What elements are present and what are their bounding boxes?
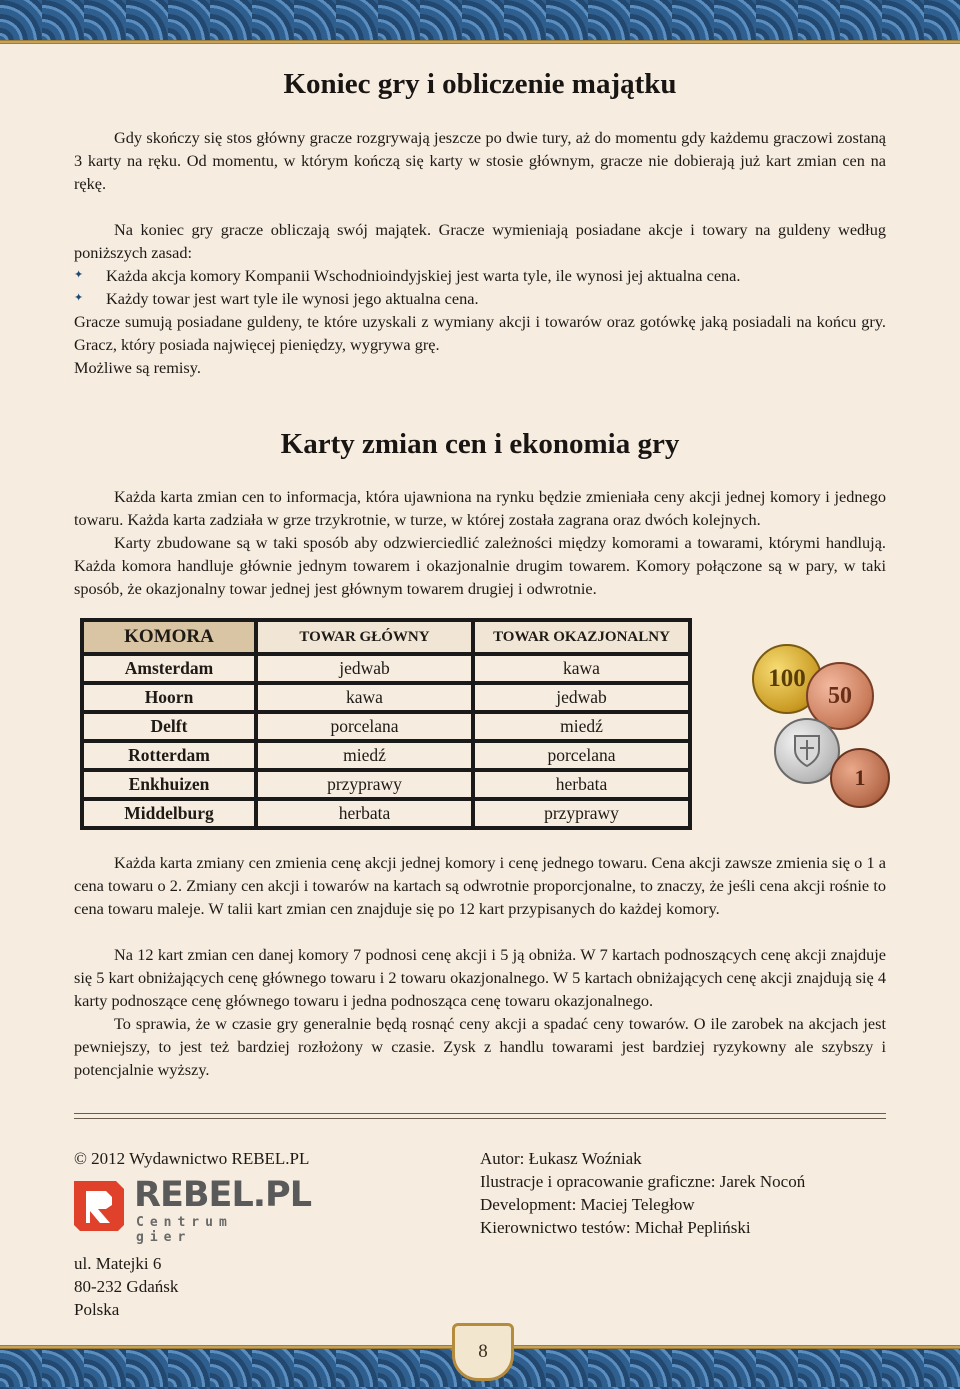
table-cell: miedź: [473, 712, 690, 741]
table-cell: porcelana: [473, 741, 690, 770]
table-cell: Enkhuizen: [82, 770, 256, 799]
table-header: TOWAR GŁÓWNY: [256, 620, 473, 654]
table-row: [82, 712, 690, 741]
page-number: 8: [452, 1323, 514, 1381]
paragraph: Na 12 kart zmian cen danej komory 7 podnosi cenę akcji i 5 ją obniża. W 7 kartach podnoszących cenę akcji znajduje się 5 kart obniżających cenę głównego towaru i 2 towaru okazjonalnego. W 5 kartach obniżających cenę akcji znajdują się 4 karty podnoszące cenę głównego towaru i jedna podnosząca cenę towaru okazjonalnego.: [74, 945, 886, 1010]
table-cell: herbata: [256, 799, 473, 828]
table-cell: przyprawy: [473, 799, 690, 828]
credits: [480, 1147, 805, 1239]
table-cell: jedwab: [473, 683, 690, 712]
table-row: [82, 741, 690, 770]
company-goods-table: [80, 618, 692, 830]
table-row: [82, 683, 690, 712]
bullet-icon: ✦: [74, 292, 84, 304]
section-title-end-game: Koniec gry i obliczenie majątku: [283, 68, 677, 100]
table-cell: jedwab: [256, 654, 473, 683]
footer-divider: [74, 1113, 886, 1119]
table-cell: kawa: [473, 654, 690, 683]
paragraph: Każda karta zmiany cen zmienia cenę akcji jednej komory i cenę jednego towaru. Cena akcji zawsze zmienia się o 1 a cena towaru o 2. Zmiany cen akcji i towarów na kartach są odwrotnie proporcjonalne, to znaczy, że jeśli cena akcji rośnie to cena towaru maleje. W talii kart zmian cen znajduje się po 12 kart przypisanych do każdej komory.: [74, 853, 886, 918]
table-cell: kawa: [256, 683, 473, 712]
table-header-row: [82, 620, 690, 654]
table-row: [82, 654, 690, 683]
crest-icon: [792, 734, 822, 768]
rebel-logo-icon: [72, 1175, 126, 1233]
paragraph: Gdy skończy się stos główny gracze rozgrywają jeszcze po dwie tury, aż do momentu gdy każdemu graczowi zostaną 3 karty na ręku. Od momentu, w którym kończą się karty w stosie głównym, gracze nie dobierają już kart zmian cen na rękę.: [74, 128, 886, 193]
table-cell: Amsterdam: [82, 654, 256, 683]
logo-tagline: Centrum gier: [136, 1215, 233, 1245]
copyright: © 2012 Wydawnictwo REBEL.PL: [74, 1149, 310, 1168]
credit-line: Development: Maciej Teległow: [480, 1195, 695, 1214]
table-row: [82, 799, 690, 828]
coins-illustration: [748, 642, 888, 812]
address: [74, 1252, 178, 1321]
top-border: [0, 0, 960, 44]
section-title-price-cards: Karty zmian cen i ekonomia gry: [280, 428, 680, 460]
credit-line: Ilustracje i opracowanie graficzne: Jarek Nocoń: [480, 1172, 806, 1191]
gold-coin-icon: 100: [752, 644, 822, 714]
bullet-icon: ✦: [74, 269, 84, 281]
table-header: KOMORA: [82, 620, 256, 654]
paragraph: Gracze sumują posiadane guldeny, te które uzyskali z wymiany akcji i towarów oraz gotówkę jaką posiadali na końcu gry. Gracz, który posiada najwięcej pieniędzy, wygrywa grę.: [74, 312, 886, 354]
paragraph: Każda karta zmian cen to informacja, która ujawniona na rynku będzie zmieniała ceny akcji jednej komory i jednego towaru. Każda karta zadziała w grze trzykrotnie, w turze, w której została zagrana oraz dwóch kolejnych.: [74, 487, 886, 529]
paragraph: Karty zbudowane są w taki sposób aby odzwierciedlić zależności między komorami a towarami, którymi handlują. Każda komora handluje głównie jednym towarem i okazjonalnie drugim towarem. Komory połączone są w pary, w taki sposób, że okazjonalny towar jednej jest głównym towarem drugiej i odwrotnie.: [74, 533, 886, 598]
table-row: [82, 770, 690, 799]
address-line: ul. Matejki 6: [74, 1254, 162, 1273]
publisher-logo: [72, 1175, 311, 1245]
credit-line: Autor: Łukasz Woźniak: [480, 1149, 642, 1168]
credit-line: Kierownictwo testów: Michał Pepliński: [480, 1218, 751, 1237]
paragraph: To sprawia, że w czasie gry generalnie będą rosnąć ceny akcji a spadać ceny towarów. O ile zarobek na akcjach jest pewniejszy, to jest też bardziej rozłożony w czasie. Zysk z handlu towarami jest bardziej ryzykowny ale szybszy i potencjalnie wyższy.: [74, 1014, 886, 1079]
table-header: TOWAR OKAZJONALNY: [473, 620, 690, 654]
paragraph: Na koniec gry gracze obliczają swój majątek. Gracze wymieniają posiadane akcje i towary na guldeny według poniższych zasad:: [74, 220, 886, 262]
table-cell: przyprawy: [256, 770, 473, 799]
table-cell: Delft: [82, 712, 256, 741]
table-cell: Rotterdam: [82, 741, 256, 770]
table-cell: Middelburg: [82, 799, 256, 828]
address-line: 80-232 Gdańsk: [74, 1277, 179, 1296]
bronze-coin-icon: 50: [806, 662, 874, 730]
copper-coin-icon: 1: [830, 748, 890, 808]
table-cell: porcelana: [256, 712, 473, 741]
address-line: Polska: [74, 1300, 120, 1319]
table-cell: miedź: [256, 741, 473, 770]
paragraph: Możliwe są remisy.: [74, 358, 201, 377]
logo-wordmark: REBEL.PL: [134, 1175, 311, 1215]
table-cell: Hoorn: [82, 683, 256, 712]
table-cell: herbata: [473, 770, 690, 799]
